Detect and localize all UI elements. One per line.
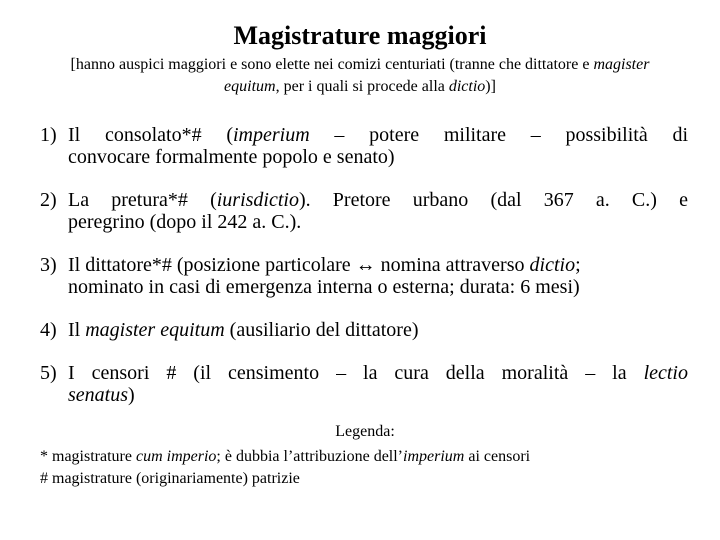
subtitle (30, 54, 690, 98)
list-item (40, 124, 688, 168)
item-italic: senatus (68, 384, 128, 406)
item-line: peregrino (dopo il 242 a. C.). (68, 211, 302, 233)
legend-text: ; è dubbia l’attribuzione dell’ (216, 448, 404, 465)
list-item (40, 254, 688, 298)
item-line (68, 124, 688, 146)
legend-text: * magistrature (40, 448, 136, 465)
item-line (68, 189, 688, 211)
item-line (68, 319, 688, 341)
item-text: I censori # (il censimento – la cura della moralità – la (68, 362, 644, 384)
legend-text: ai censori (464, 448, 531, 465)
legend-italic: cum imperio (135, 448, 217, 465)
item-line (68, 384, 688, 406)
item-italic: dictio (529, 254, 576, 276)
item-text: Il (68, 319, 86, 341)
legend-line: # magistrature (originariamente) patrizie (40, 470, 300, 487)
list-item (40, 362, 688, 406)
magistrature-list (40, 124, 688, 427)
list-item (40, 319, 688, 341)
item-number: 2) (40, 189, 57, 211)
legend-title: Legenda: (335, 423, 395, 440)
item-text: La pretura*# ( (68, 189, 217, 211)
item-line (68, 362, 688, 384)
legend-line (40, 446, 680, 468)
list-item (40, 189, 688, 233)
item-text: ) (128, 384, 135, 406)
item-italic: iurisdictio (216, 189, 299, 211)
item-number: 1) (40, 124, 57, 146)
legend (40, 446, 680, 490)
item-text: ). Pretore urbano (dal 367 a. C.) e (298, 189, 688, 211)
item-number: 4) (40, 319, 57, 341)
item-line: nominato in casi di emergenza interna o esterna; durata: 6 mesi) (68, 276, 580, 298)
subtitle-text: )] (485, 78, 496, 95)
subtitle-text: [hanno auspici maggiori e sono elette nei comizi centuriati (tranne che dittatore e (70, 56, 594, 73)
page-title: Magistrature maggiori (233, 21, 487, 50)
item-text: Il dittatore*# (posizione particolare ↔ nomina attraverso (68, 254, 530, 276)
item-text: Il consolato*# ( (68, 124, 233, 146)
item-number: 3) (40, 254, 57, 276)
subtitle-italic: magister (593, 56, 650, 73)
item-italic: imperium (233, 124, 310, 146)
item-italic: magister equitum (85, 319, 225, 341)
subtitle-italic: dictio (448, 78, 486, 95)
subtitle-italic: equitum (224, 78, 276, 95)
item-line: convocare formalmente popolo e senato) (68, 146, 395, 168)
item-text: – potere militare – possibilità di (309, 124, 689, 146)
item-italic: lectio (643, 362, 688, 384)
item-line (68, 254, 688, 276)
item-text: (ausiliario del dittatore) (224, 319, 419, 341)
legend-italic: imperium (403, 448, 465, 465)
subtitle-text: , per i quali si procede alla (275, 78, 449, 95)
item-text: ; (575, 254, 581, 276)
item-number: 5) (40, 362, 57, 384)
